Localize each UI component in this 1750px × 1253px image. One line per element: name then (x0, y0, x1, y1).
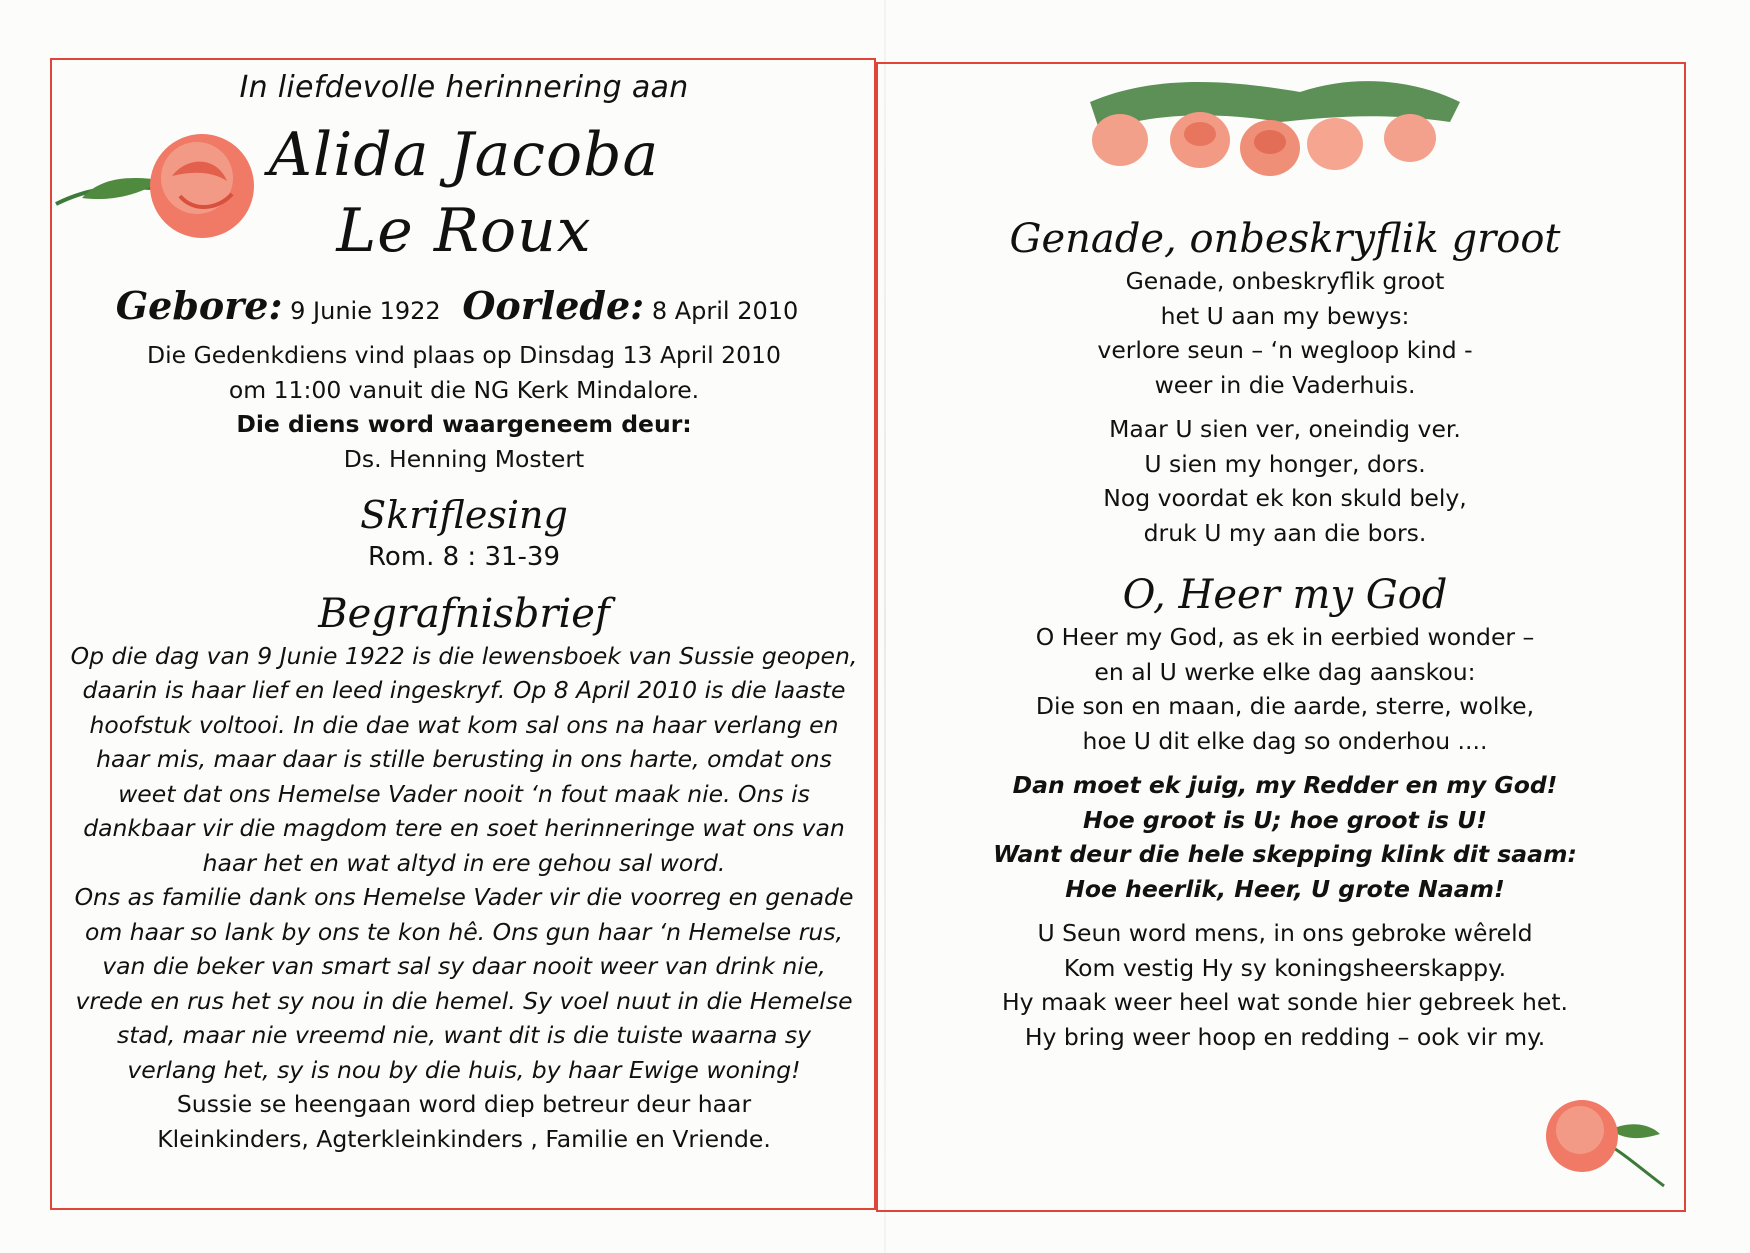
chorus-line: Want deur die hele skepping klink dit saam: (993, 840, 1577, 868)
letter-line: dankbaar vir die magdom tere en soet herinneringe wat ons van (83, 814, 845, 842)
hymn-line: O Heer my God, as ek in eerbied wonder – (1035, 623, 1535, 651)
letter-line: van die beker van smart sal sy daar nooit weer van drink nie, (102, 952, 826, 980)
hymn-line: U sien my honger, dors. (1144, 449, 1426, 478)
hymn1-verse2 (900, 412, 1670, 550)
rose-small-icon (1540, 1090, 1670, 1190)
died-date: 8 April 2010 (651, 297, 799, 325)
letter-line: haar het en wat altyd in ere gehou sal word. (202, 848, 726, 877)
letter-line: hoofstuk voltooi. In die dae wat kom sal ons na haar verlang en (89, 710, 839, 739)
died-label: Oorlede: (462, 283, 645, 328)
service-line: Die Gedenkdiens vind plaas op Dinsdag 13 April 2010 (147, 341, 781, 369)
hymn-line: Genade, onbeskryflik groot (1125, 267, 1445, 295)
letter-line: Op die dag van 9 Junie 1922 is die lewensboek van Sussie geopen, (70, 641, 858, 670)
letter-line: stad, maar nie vreemd nie, want dit is die tuiste waarna sy (116, 1021, 812, 1049)
deceased-surname: Le Roux (336, 196, 592, 266)
officiant-name: Ds. Henning Mostert (343, 444, 585, 473)
hymn-line: en al U werke elke dag aanskou: (1094, 657, 1476, 686)
letter-heading: Begrafnisbrief (318, 590, 610, 637)
mourners (60, 1087, 868, 1156)
chorus-line: Hoe groot is U; hoe groot is U! (1082, 805, 1488, 834)
mourners-line: Kleinkinders, Agterkleinkinders , Familie en Vriende. (157, 1124, 771, 1153)
letter-line: haar mis, maar daar is stille berusting in ons harte, omdat ons (96, 745, 832, 773)
hymn-line: Nog voordat ek kon skuld bely, (1103, 484, 1467, 512)
mourners-line: Sussie se heengaan word diep betreur deur haar (176, 1090, 752, 1118)
hymn-line: hoe U dit elke dag so onderhou .... (1082, 726, 1488, 755)
hymn-line: Maar U sien ver, oneindig ver. (1109, 415, 1461, 443)
hymn2-verse1 (900, 620, 1670, 758)
hymn-line: U Seun word mens, in ons gebroke wêreld (1037, 919, 1533, 947)
hymn-line: Hy maak weer heel wat sonde hier gebreek het. (1001, 988, 1569, 1016)
letter-line: vrede en rus het sy nou in die hemel. Sy voel nuut in die Hemelse (75, 986, 853, 1015)
hymn-line: druk U my aan die bors. (1143, 518, 1427, 547)
born-date: 9 Junie 1922 (290, 297, 441, 325)
hymn-line: weer in die Vaderhuis. (1154, 370, 1416, 399)
chorus-line: Dan moet ek juig, my Redder en my God! (1012, 771, 1558, 799)
hymn2-chorus (900, 768, 1670, 906)
hymn2-verse2 (900, 916, 1670, 1054)
officiant-heading: Die diens word waargeneem deur: (236, 410, 692, 438)
deceased-first-names: Alida Jacoba (268, 120, 660, 190)
hymn-line: het U aan my bewys: (1160, 301, 1410, 330)
hymn1-title: Genade, onbeskryflik groot (1009, 216, 1561, 262)
letter-line: verlang het, sy is nou by die huis, by haar Ewige woning! (127, 1055, 801, 1084)
left-page (60, 62, 868, 1156)
letter-line: daarin is haar lief en leed ingeskryf. Op 8 April 2010 is die laaste (82, 676, 846, 704)
hymn-line: Kom vestig Hy sy koningsheerskappy. (1063, 953, 1507, 982)
chorus-line: Hoe heerlik, Heer, U grote Naam! (1065, 874, 1505, 903)
hymn2-title: O, Heer my God (1122, 572, 1448, 618)
hymn1-verse1 (900, 264, 1670, 402)
letter-line: weet dat ons Hemelse Vader nooit ‘n fout maak nie. Ons is (118, 779, 810, 808)
scripture-reference: Rom. 8 : 31-39 (367, 542, 561, 572)
hymn-line: verlore seun – ‘n wegloop kind - (1097, 336, 1473, 364)
right-page (900, 62, 1670, 1054)
dates-line (60, 283, 868, 328)
intro-line: In liefdevolle herinnering aan (239, 70, 689, 105)
service-line: om 11:00 vanuit die NG Kerk Mindalore. (228, 375, 700, 404)
letter-line: Ons as familie dank ons Hemelse Vader vir die voorreg en genade (74, 883, 854, 911)
hymn-line: Die son en maan, die aarde, sterre, wolke, (1035, 692, 1535, 720)
scripture-heading: Skriflesing (360, 493, 568, 537)
letter-body (60, 639, 868, 1088)
born-label: Gebore: (115, 283, 283, 328)
hymn-line: Hy bring weer hoop en redding – ook vir my. (1024, 1022, 1546, 1051)
letter-line: om haar so lank by ons te kon hê. Ons gun haar ‘n Hemelse rus, (84, 917, 843, 946)
